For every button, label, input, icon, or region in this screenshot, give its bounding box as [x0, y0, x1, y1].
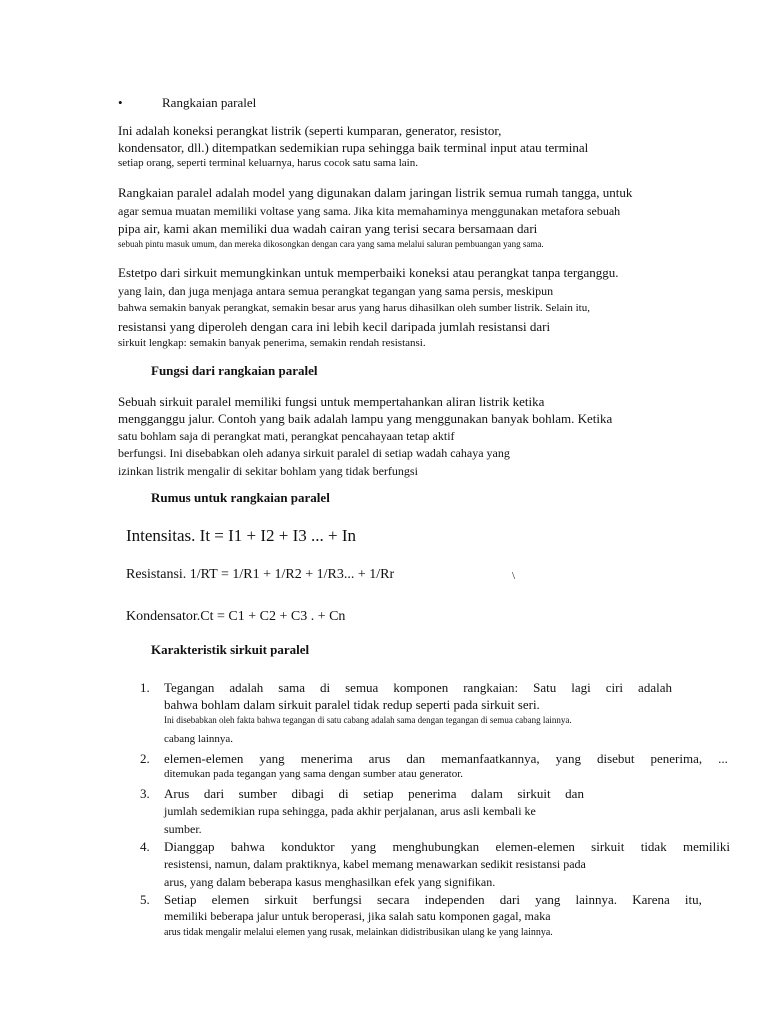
word: Tegangan [164, 680, 215, 695]
list-item-2-line-2: ditemukan pada tegangan yang sama dengan sumber atau generator. [164, 768, 464, 780]
para1-line-1: Ini adalah koneksi perangkat listrik (seperti kumparan, generator, resistor, [118, 123, 502, 138]
word: arus [368, 751, 391, 766]
word: menghubungkan [392, 839, 480, 854]
section-rumus-title: Rumus untuk rangkaian paralel [151, 490, 330, 505]
word: sumber [238, 786, 277, 801]
word: Dianggap [164, 839, 215, 854]
list-item-5-line-2: memiliki beberapa jalur untuk beroperasi, jika salah satu komponen gagal, maka [164, 909, 551, 923]
section-rumus-heading [143, 491, 330, 504]
word: dari [499, 892, 520, 907]
formula-intensitas: Intensitas. It = I1 + I2 + I3 ... + In [126, 526, 357, 545]
list-item-1-line-3: Ini disebabkan oleh fakta bahwa tegangan di satu cabang adalah sama dengan tegangan di semua cabang lainnya. [164, 715, 572, 725]
word: menerima [300, 751, 353, 766]
para3-line-3: bahwa semakin banyak perangkat, semakin besar arus yang harus dihasilkan oleh sumber listrik. Selain itu, [118, 302, 590, 314]
word: adalah [638, 680, 672, 695]
word: dibagi [291, 786, 324, 801]
word: itu, [684, 892, 702, 907]
para4-line-5: izinkan listrik mengalir di sekitar bohlam yang tidak berfungsi [118, 464, 418, 478]
word: sama [278, 680, 305, 695]
word: adalah [229, 680, 264, 695]
para4-line-4: berfungsi. Ini disebabkan oleh adanya sirkuit paralel di setiap wadah cahaya yang [118, 446, 510, 460]
word: sirkuit [264, 892, 298, 907]
word: lainnya. [575, 892, 618, 907]
section-fungsi-title: Fungsi dari rangkaian paralel [151, 363, 318, 378]
para3-line-2: yang lain, dan juga menjaga antara semua perangkat tegangan yang sama persis, meskipun [118, 284, 554, 298]
word: Arus [164, 786, 190, 801]
list-item-5-number: 5. [140, 892, 150, 907]
word: sirkuit [517, 786, 551, 801]
word: memiliki [683, 839, 730, 854]
word: memanfaatkannya, [441, 751, 540, 766]
para3-line-4: resistansi yang diperoleh dengan cara ini lebih kecil daripada jumlah resistansi dari [118, 319, 551, 334]
word: sirkuit [591, 839, 625, 854]
word: Karena [632, 892, 670, 907]
list-item-3-number: 3. [140, 786, 150, 801]
list-item-1-first-line [164, 681, 672, 694]
para3-line-5: sirkuit lengkap: semakin banyak penerima, semakin rendah resistansi. [118, 337, 426, 349]
word: dan [565, 786, 584, 801]
word: independen [424, 892, 485, 907]
list-item-3-line-3: sumber. [164, 822, 202, 836]
word: penerima, [650, 751, 703, 766]
list-item-3-line-2: jumlah sedemikian rupa sehingga, pada akhir perjalanan, arus asli kembali ke [164, 804, 536, 818]
word: elemen-elemen [495, 839, 575, 854]
para2-line-1: Rangkaian paralel adalah model yang digunakan dalam jaringan listrik semua rumah tangga, untuk [118, 185, 633, 200]
word: konduktor [281, 839, 335, 854]
list-item-4-first-line [164, 840, 730, 853]
word: ciri [605, 680, 624, 695]
word: dan [406, 751, 426, 766]
list-item-1-number: 1. [140, 680, 150, 695]
word: elemen [211, 892, 250, 907]
para2-line-2: agar semua muatan memiliki voltase yang sama. Jika kita memahaminya menggunakan metafora sebuah [118, 204, 621, 218]
word: Satu [533, 680, 557, 695]
list-item-2-number: 2. [140, 751, 150, 766]
list-item-4-number: 4. [140, 839, 150, 854]
word: secara [377, 892, 410, 907]
word: di [338, 786, 349, 801]
list-item-1-line-4: cabang lainnya. [164, 733, 234, 745]
word: Setiap [164, 892, 197, 907]
para1-line-2: kondensator, dll.) ditempatkan sedemikian rupa sehingga baik terminal input atau terminal [118, 140, 589, 155]
para3-line-1: Estetpo dari sirkuit memungkinkan untuk memperbaiki koneksi atau perangkat tanpa terganggu. [118, 265, 619, 280]
word: disebut [596, 751, 635, 766]
word: yang [535, 892, 561, 907]
section-fungsi-heading [143, 364, 318, 377]
formula-resistansi: Resistansi. 1/RT = 1/R1 + 1/R2 + 1/R3... + 1/Rr [126, 567, 395, 582]
list-item-3-first-line [164, 787, 584, 800]
formula-kondensator: Kondensator.Ct = C1 + C2 + C3 . + Cn [126, 609, 346, 624]
para4-line-2: mengganggu jalur. Contoh yang baik adalah lampu yang menggunakan banyak bohlam. Ketika [118, 411, 613, 426]
word: elemen-elemen [164, 751, 244, 766]
list-item-5-first-line [164, 893, 702, 906]
page-heading: Rangkaian paralel [162, 95, 257, 110]
list-item-4-line-2: resistensi, namun, dalam praktiknya, kabel memang menawarkan sedikit resistansi pada [164, 857, 586, 871]
word: dari [203, 786, 225, 801]
word: komponen [393, 680, 449, 695]
list-item-2-first-line [164, 752, 728, 765]
list-item-4-line-3: arus, yang dalam beberapa kasus menghasilkan efek yang signifikan. [164, 875, 496, 889]
para1-line-3: setiap orang, seperti terminal keluarnya, harus cocok satu sama lain. [118, 157, 418, 169]
para4-line-3: satu bohlam saja di perangkat mati, perangkat pencahayaan tetap aktif [118, 429, 455, 443]
list-item-5-line-3: arus tidak mengalir melalui elemen yang rusak, melainkan didistribusikan ulang ke yang lainnya. [164, 927, 553, 938]
word: berfungsi [312, 892, 362, 907]
word: yang [555, 751, 581, 766]
word: yang [350, 839, 377, 854]
section-karakteristik-heading [143, 643, 309, 656]
word: bahwa [230, 839, 265, 854]
word: rangkaian: [463, 680, 519, 695]
heading-bullet: • [118, 95, 123, 110]
para2-line-4: sebuah pintu masuk umum, dan mereka dikosongkan dengan cara yang sama melalui saluran pembuangan yang sama. [118, 239, 544, 249]
list-item-1-line-2: bahwa bohlam dalam sirkuit paralel tidak redup seperti pada sirkuit seri. [164, 697, 540, 712]
word: yang [259, 751, 285, 766]
section-karakteristik-title: Karakteristik sirkuit paralel [151, 642, 310, 657]
para2-line-3: pipa air, kami akan memiliki dua wadah cairan yang terisi secara bersamaan dari [118, 221, 538, 236]
word: lagi [571, 680, 591, 695]
word: dalam [471, 786, 503, 801]
word: semua [345, 680, 379, 695]
word: di [319, 680, 331, 695]
word: ... [718, 751, 728, 766]
word: tidak [640, 839, 667, 854]
word: penerima [408, 786, 457, 801]
para4-line-1: Sebuah sirkuit paralel memiliki fungsi untuk mempertahankan aliran listrik ketika [118, 394, 545, 409]
stray-mark: \ [512, 570, 516, 582]
word: setiap [363, 786, 394, 801]
